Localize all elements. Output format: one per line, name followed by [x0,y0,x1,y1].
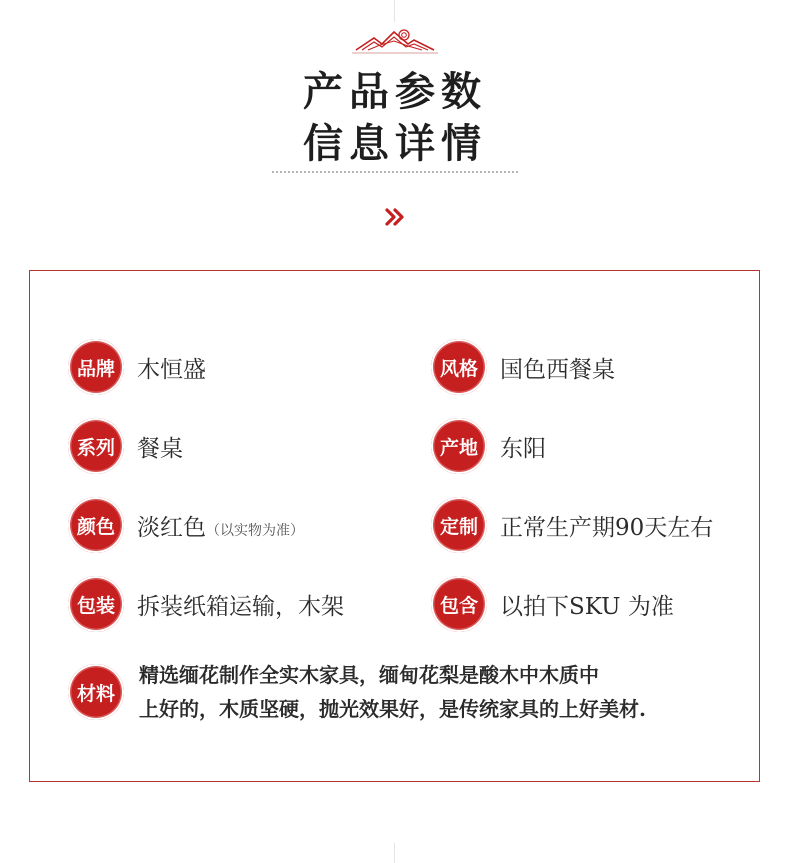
param-label: 包装 [76,594,115,617]
param-style [431,339,615,395]
param-includes [431,576,674,632]
param-series [68,418,183,474]
param-value: 餐桌 [137,435,183,462]
mountain-wave-logo [352,26,438,56]
dotted-divider [272,171,518,173]
param-value-text: 淡红色 [137,514,206,541]
param-badge [68,576,124,632]
param-label: 颜色 [76,515,115,538]
param-note: （以实物为准） [206,522,304,539]
param-brand [68,339,206,395]
double-chevron-right-icon [383,205,407,229]
param-badge [431,418,487,474]
param-badge [68,418,124,474]
title-line-2: 信息详情 [303,120,487,167]
material-line-2: 上好的，木质坚硬，抛光效果好，是传统家具的上好美材. [139,697,646,721]
param-badge [68,497,124,553]
title-line-1: 产品参数 [303,68,487,115]
param-label: 包含 [439,594,478,617]
param-origin [431,418,546,474]
param-value: 拆装纸箱运输，木架 [137,593,344,620]
param-label: 风格 [439,357,478,380]
param-custom [431,497,713,553]
param-badge [431,576,487,632]
param-color [68,497,304,553]
param-badge [431,339,487,395]
param-label: 品牌 [76,357,115,380]
param-value [137,509,304,542]
param-value: 木恒盛 [137,356,206,383]
bottom-divider-line [394,843,395,863]
material-description [139,658,729,726]
param-badge [431,497,487,553]
param-label: 材料 [76,682,115,705]
param-label: 系列 [76,436,115,459]
param-badge [68,664,124,720]
page-title [0,66,790,170]
param-label: 产地 [439,436,478,459]
material-line-1: 精选缅花制作全实木家具，缅甸花梨是酸木中木质中 [139,663,599,687]
param-value: 国色西餐桌 [500,356,615,383]
param-value: 正常生产期90天左右 [500,514,714,541]
param-material [68,658,729,726]
param-value: 东阳 [500,435,546,462]
param-package [68,576,344,632]
top-divider-line [394,0,395,22]
param-badge [68,339,124,395]
param-value: 以拍下SKU 为准 [500,593,674,620]
param-label: 定制 [439,515,478,538]
